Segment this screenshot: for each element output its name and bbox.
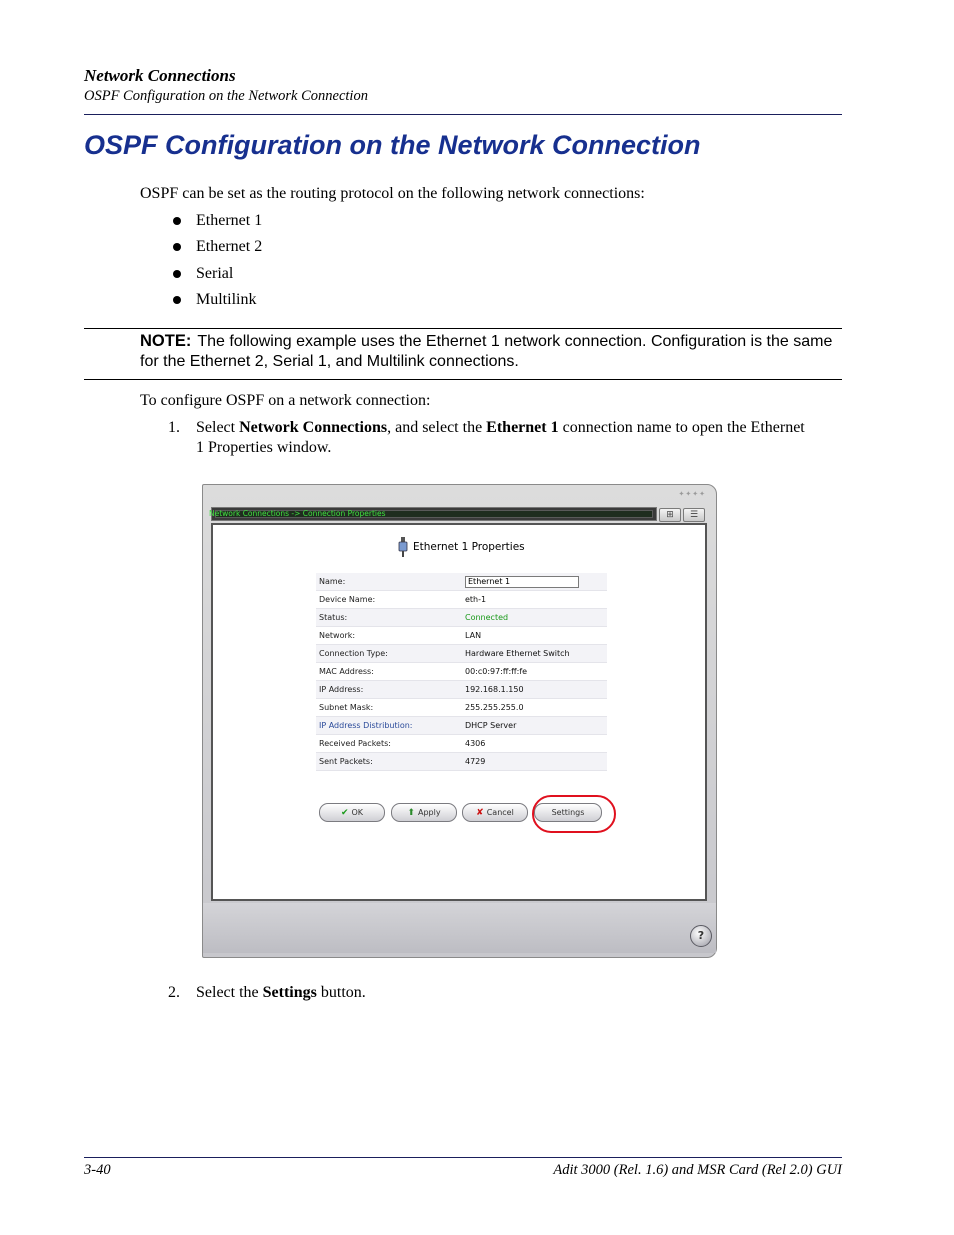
step-1-text: Select Network Connections, and select the Ethernet 1 connection name to open the Ethernet (196, 419, 805, 436)
row-label: IP Address: (316, 681, 462, 699)
ethernet-plug-icon (397, 537, 409, 557)
help-icon[interactable]: ? (690, 925, 712, 947)
apply-button[interactable]: ⬆ Apply (391, 803, 457, 822)
note-bottom-rule (84, 379, 842, 380)
note-body: The following example uses the Ethernet 1 network connection. Configuration is the same for the Ethernet 2, Serial 1, and Multilink connections. (140, 333, 833, 370)
table-row (316, 753, 607, 771)
bullet-icon (173, 296, 181, 304)
table-row (316, 591, 607, 609)
list-item: Ethernet 2 (196, 238, 263, 255)
bullet-icon (173, 243, 181, 251)
row-label: Sent Packets: (316, 753, 462, 771)
highlight-ring (532, 795, 616, 833)
status-value: Connected (462, 609, 607, 627)
ip-distribution-link[interactable]: IP Address Distribution: (316, 717, 462, 735)
row-label: Received Packets: (316, 735, 462, 753)
list-item: Serial (196, 265, 234, 282)
ok-button[interactable]: ✔ OK (319, 803, 385, 822)
table-row (316, 645, 607, 663)
row-value: 00:c0:97:ff:ff:fe (462, 663, 607, 681)
properties-table (316, 573, 607, 771)
window-grip: ✦✦✦✦ (678, 490, 706, 498)
list-view-icon[interactable]: ☰ (683, 508, 705, 522)
up-arrow-icon: ⬆ (407, 808, 415, 818)
connection-name-input[interactable] (465, 576, 579, 588)
list-item: Ethernet 1 (196, 212, 263, 229)
properties-window (202, 484, 717, 958)
table-row (316, 573, 607, 591)
table-row (316, 735, 607, 753)
page-number: 3-40 (84, 1162, 111, 1178)
ui-term: Settings (262, 984, 317, 1001)
note-top-rule (84, 328, 842, 329)
note-label: NOTE: (140, 332, 192, 350)
row-label: Connection Type: (316, 645, 462, 663)
note (140, 331, 840, 372)
step-2-text: Select the Settings button. (196, 984, 366, 1001)
row-label: MAC Address: (316, 663, 462, 681)
step-1-text-continued: 1 Properties window. (196, 439, 332, 456)
settings-button[interactable]: Settings (534, 803, 602, 822)
running-header-chapter: Network Connections (84, 66, 236, 85)
panel-title: Ethernet 1 Properties (413, 541, 525, 553)
row-label: Subnet Mask: (316, 699, 462, 717)
intro-paragraph: OSPF can be set as the routing protocol on the following network connections: (140, 185, 645, 202)
table-row (316, 609, 607, 627)
step-number: 2. (168, 984, 180, 1001)
row-label: Status: (316, 609, 462, 627)
properties-panel (211, 523, 707, 901)
table-row (316, 717, 607, 735)
checkmark-icon: ✔ (340, 808, 349, 818)
row-value: LAN (462, 627, 607, 645)
table-row (316, 663, 607, 681)
list-item: Multilink (196, 291, 257, 308)
procedure-intro: To configure OSPF on a network connection: (140, 392, 431, 409)
ui-term: Ethernet 1 (486, 419, 559, 436)
header-divider (84, 114, 842, 115)
row-value: 4306 (462, 735, 607, 753)
table-row (316, 681, 607, 699)
window-footer (203, 903, 716, 953)
breadcrumb[interactable]: Network Connections -> Connection Properties (209, 509, 386, 518)
step-number: 1. (168, 419, 180, 436)
footer-divider (84, 1157, 842, 1158)
row-value: eth-1 (462, 591, 607, 609)
cross-icon: ✘ (476, 808, 484, 818)
running-header-section: OSPF Configuration on the Network Connection (84, 88, 368, 104)
network-map-icon[interactable]: ⊞ (659, 508, 681, 522)
row-value: 255.255.255.0 (462, 699, 607, 717)
row-label: Device Name: (316, 591, 462, 609)
row-value: 4729 (462, 753, 607, 771)
table-row (316, 699, 607, 717)
row-value: Hardware Ethernet Switch (462, 645, 607, 663)
row-value: DHCP Server (462, 717, 607, 735)
row-label: Name: (316, 573, 462, 591)
cancel-button[interactable]: ✘ Cancel (462, 803, 528, 822)
bullet-icon (173, 217, 181, 225)
ui-term: Network Connections (239, 419, 388, 436)
document-title: Adit 3000 (Rel. 1.6) and MSR Card (Rel 2.0) GUI (553, 1162, 842, 1178)
bullet-icon (173, 270, 181, 278)
row-value: 192.168.1.150 (462, 681, 607, 699)
row-value (462, 573, 607, 591)
table-row (316, 627, 607, 645)
section-title: OSPF Configuration on the Network Connection (84, 130, 701, 160)
row-label: Network: (316, 627, 462, 645)
